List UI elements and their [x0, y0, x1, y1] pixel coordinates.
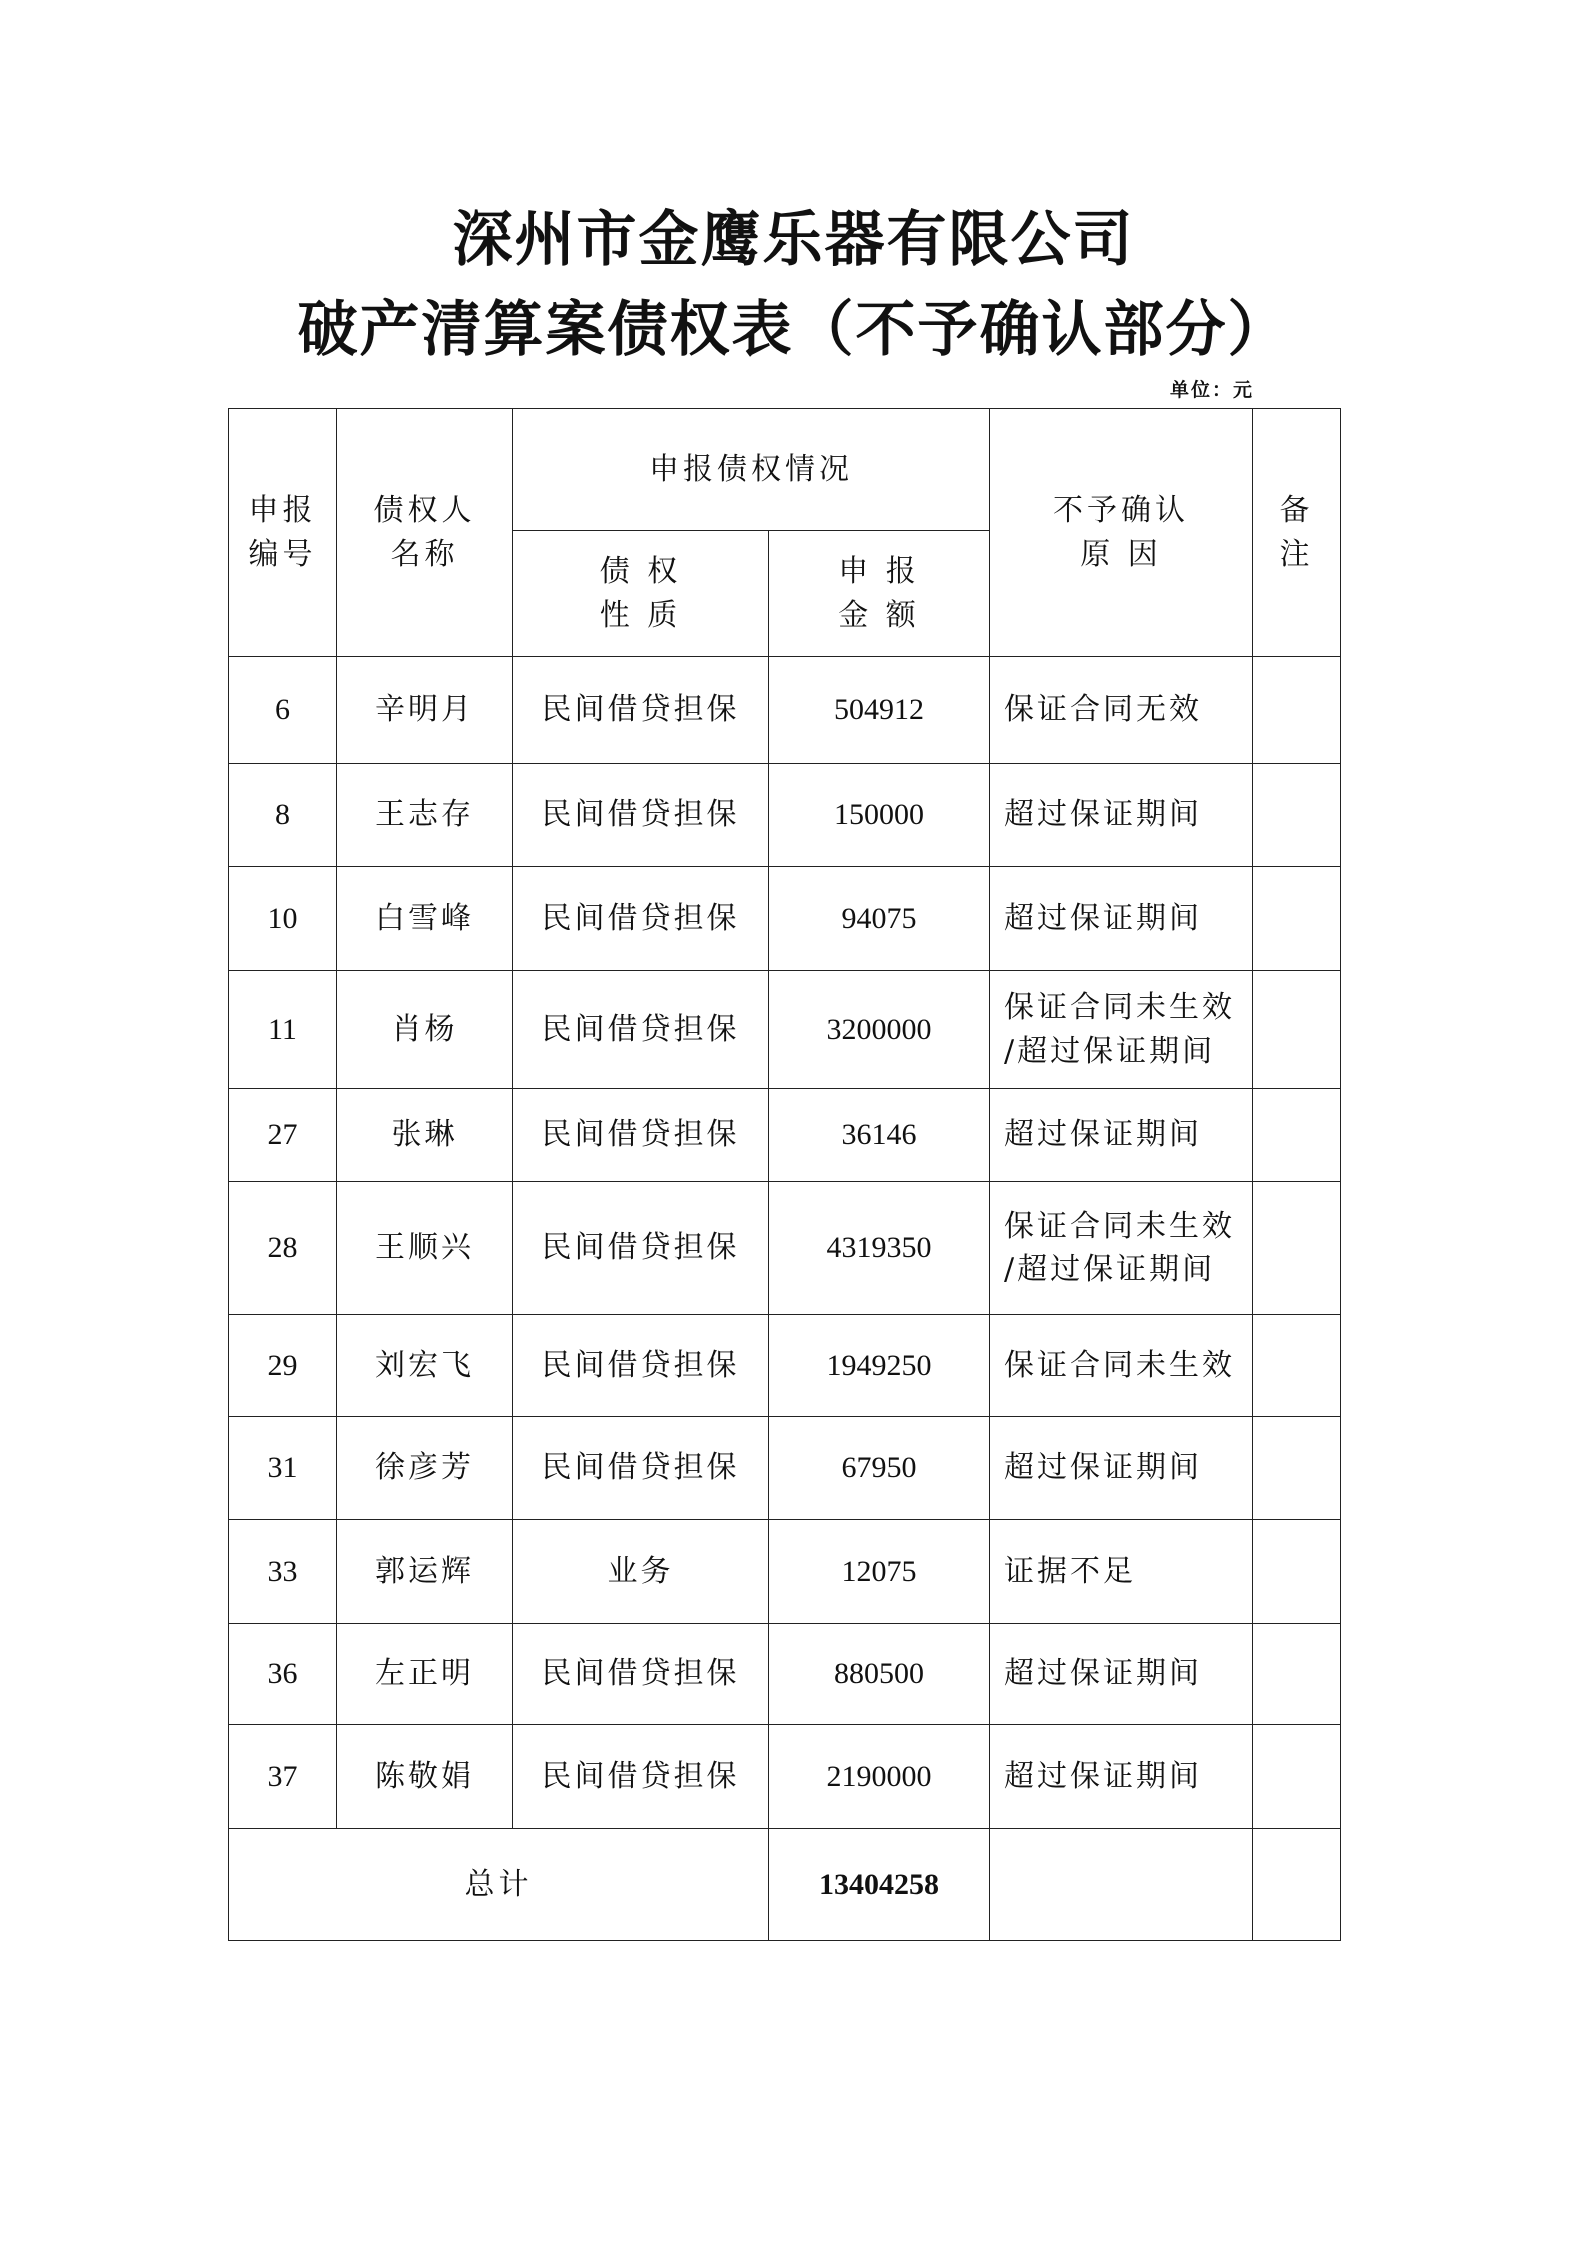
claim-no-cell: 37 [229, 1725, 337, 1829]
table-row [229, 1182, 1341, 1315]
creditor-cell: 王顺兴 [337, 1182, 513, 1315]
nature-cell: 民间借贷担保 [513, 1725, 769, 1829]
remark-cell [1253, 657, 1341, 764]
reason-cell [990, 1182, 1253, 1315]
reason-cell [990, 1315, 1253, 1417]
amount-cell: 4319350 [769, 1182, 990, 1315]
claim-no-cell: 28 [229, 1182, 337, 1315]
unit-label: 单位：元 [1170, 379, 1255, 401]
table-row [229, 657, 1341, 764]
claim-no-cell: 29 [229, 1315, 337, 1417]
nature-cell: 民间借贷担保 [513, 1089, 769, 1182]
creditor-cell: 肖杨 [337, 971, 513, 1089]
claim-no-cell: 8 [229, 764, 337, 867]
table-row [229, 971, 1341, 1089]
remark-cell [1253, 1315, 1341, 1417]
reason-line: 保证合同未生效 [1004, 1208, 1235, 1244]
remark-cell [1253, 1725, 1341, 1829]
total-label: 总计 [229, 1829, 769, 1941]
remark-cell [1253, 1089, 1341, 1182]
remark-cell [1253, 764, 1341, 867]
reason-line: 保证合同无效 [1004, 692, 1202, 728]
claim-no-cell: 27 [229, 1089, 337, 1182]
table-row [229, 1315, 1341, 1417]
amount-cell: 1949250 [769, 1315, 990, 1417]
header-remark: 备 注 [1253, 409, 1341, 657]
total-reason-cell [990, 1829, 1253, 1941]
amount-cell: 504912 [769, 657, 990, 764]
reason-line: 证据不足 [1004, 1553, 1136, 1589]
remark-cell [1253, 1624, 1341, 1725]
remark-cell [1253, 867, 1341, 971]
reason-cell [990, 867, 1253, 971]
header-nature: 债 权 性 质 [513, 531, 769, 657]
amount-cell: 12075 [769, 1520, 990, 1624]
creditor-cell: 王志存 [337, 764, 513, 867]
reason-cell [990, 1089, 1253, 1182]
table-row [229, 1089, 1341, 1182]
reason-line: 超过保证期间 [1004, 1758, 1202, 1794]
amount-cell: 150000 [769, 764, 990, 867]
table-row [229, 1417, 1341, 1520]
amount-cell: 2190000 [769, 1725, 990, 1829]
remark-cell [1253, 1417, 1341, 1520]
reason-cell [990, 764, 1253, 867]
header-creditor: 债权人 名称 [337, 409, 513, 657]
total-row [229, 1829, 1341, 1941]
creditor-cell: 郭运辉 [337, 1520, 513, 1624]
nature-cell: 民间借贷担保 [513, 764, 769, 867]
claim-no-cell: 11 [229, 971, 337, 1089]
reason-cell [990, 657, 1253, 764]
table-row [229, 764, 1341, 867]
creditor-cell: 刘宏飞 [337, 1315, 513, 1417]
reason-line: 保证合同未生效 [1004, 990, 1235, 1025]
remark-cell [1253, 1520, 1341, 1624]
amount-cell: 880500 [769, 1624, 990, 1725]
document-title-line2: 破产清算案债权表（不予确认部分） [297, 295, 1290, 365]
table-row [229, 1520, 1341, 1624]
remark-cell [1253, 971, 1341, 1089]
reason-cell [990, 1725, 1253, 1829]
reason-cell [990, 1520, 1253, 1624]
creditor-cell: 张琳 [337, 1089, 513, 1182]
reason-line: 超过保证期间 [1004, 900, 1202, 936]
creditor-cell: 陈敬娟 [337, 1725, 513, 1829]
nature-cell: 民间借贷担保 [513, 1417, 769, 1520]
document-title-line1: 深州市金鹰乐器有限公司 [452, 205, 1135, 275]
header-reason: 不予确认 原 因 [990, 409, 1253, 657]
creditor-cell: 辛明月 [337, 657, 513, 764]
reason-cell [990, 971, 1253, 1089]
table-row [229, 1725, 1341, 1829]
reason-line: /超过保证期间 [1004, 1033, 1216, 1069]
claim-no-cell: 10 [229, 867, 337, 971]
claims-table [228, 408, 1341, 1941]
claim-no-cell: 36 [229, 1624, 337, 1725]
header-declared-group: 申报债权情况 [513, 409, 990, 531]
creditor-cell: 徐彦芳 [337, 1417, 513, 1520]
creditor-cell: 白雪峰 [337, 867, 513, 971]
amount-cell: 3200000 [769, 971, 990, 1089]
reason-cell [990, 1624, 1253, 1725]
header-claim-no: 申报 编号 [229, 409, 337, 657]
reason-cell [990, 1417, 1253, 1520]
amount-cell: 94075 [769, 867, 990, 971]
total-amount: 13404258 [769, 1829, 990, 1941]
reason-line: 保证合同未生效 [1004, 1347, 1235, 1383]
nature-cell: 民间借贷担保 [513, 971, 769, 1089]
amount-cell: 67950 [769, 1417, 990, 1520]
claim-no-cell: 6 [229, 657, 337, 764]
claim-no-cell: 31 [229, 1417, 337, 1520]
reason-line: /超过保证期间 [1004, 1252, 1216, 1287]
nature-cell: 业务 [513, 1520, 769, 1624]
table-row [229, 867, 1341, 971]
amount-cell: 36146 [769, 1089, 990, 1182]
reason-line: 超过保证期间 [1004, 1450, 1202, 1486]
creditor-cell: 左正明 [337, 1624, 513, 1725]
nature-cell: 民间借贷担保 [513, 657, 769, 764]
reason-line: 超过保证期间 [1004, 1117, 1202, 1153]
reason-line: 超过保证期间 [1004, 1656, 1202, 1692]
nature-cell: 民间借贷担保 [513, 867, 769, 971]
remark-cell [1253, 1182, 1341, 1315]
header-amount: 申 报 金 额 [769, 531, 990, 657]
nature-cell: 民间借贷担保 [513, 1624, 769, 1725]
nature-cell: 民间借贷担保 [513, 1315, 769, 1417]
reason-line: 超过保证期间 [1004, 797, 1202, 833]
total-remark-cell [1253, 1829, 1341, 1941]
claim-no-cell: 33 [229, 1520, 337, 1624]
table-row [229, 1624, 1341, 1725]
nature-cell: 民间借贷担保 [513, 1182, 769, 1315]
